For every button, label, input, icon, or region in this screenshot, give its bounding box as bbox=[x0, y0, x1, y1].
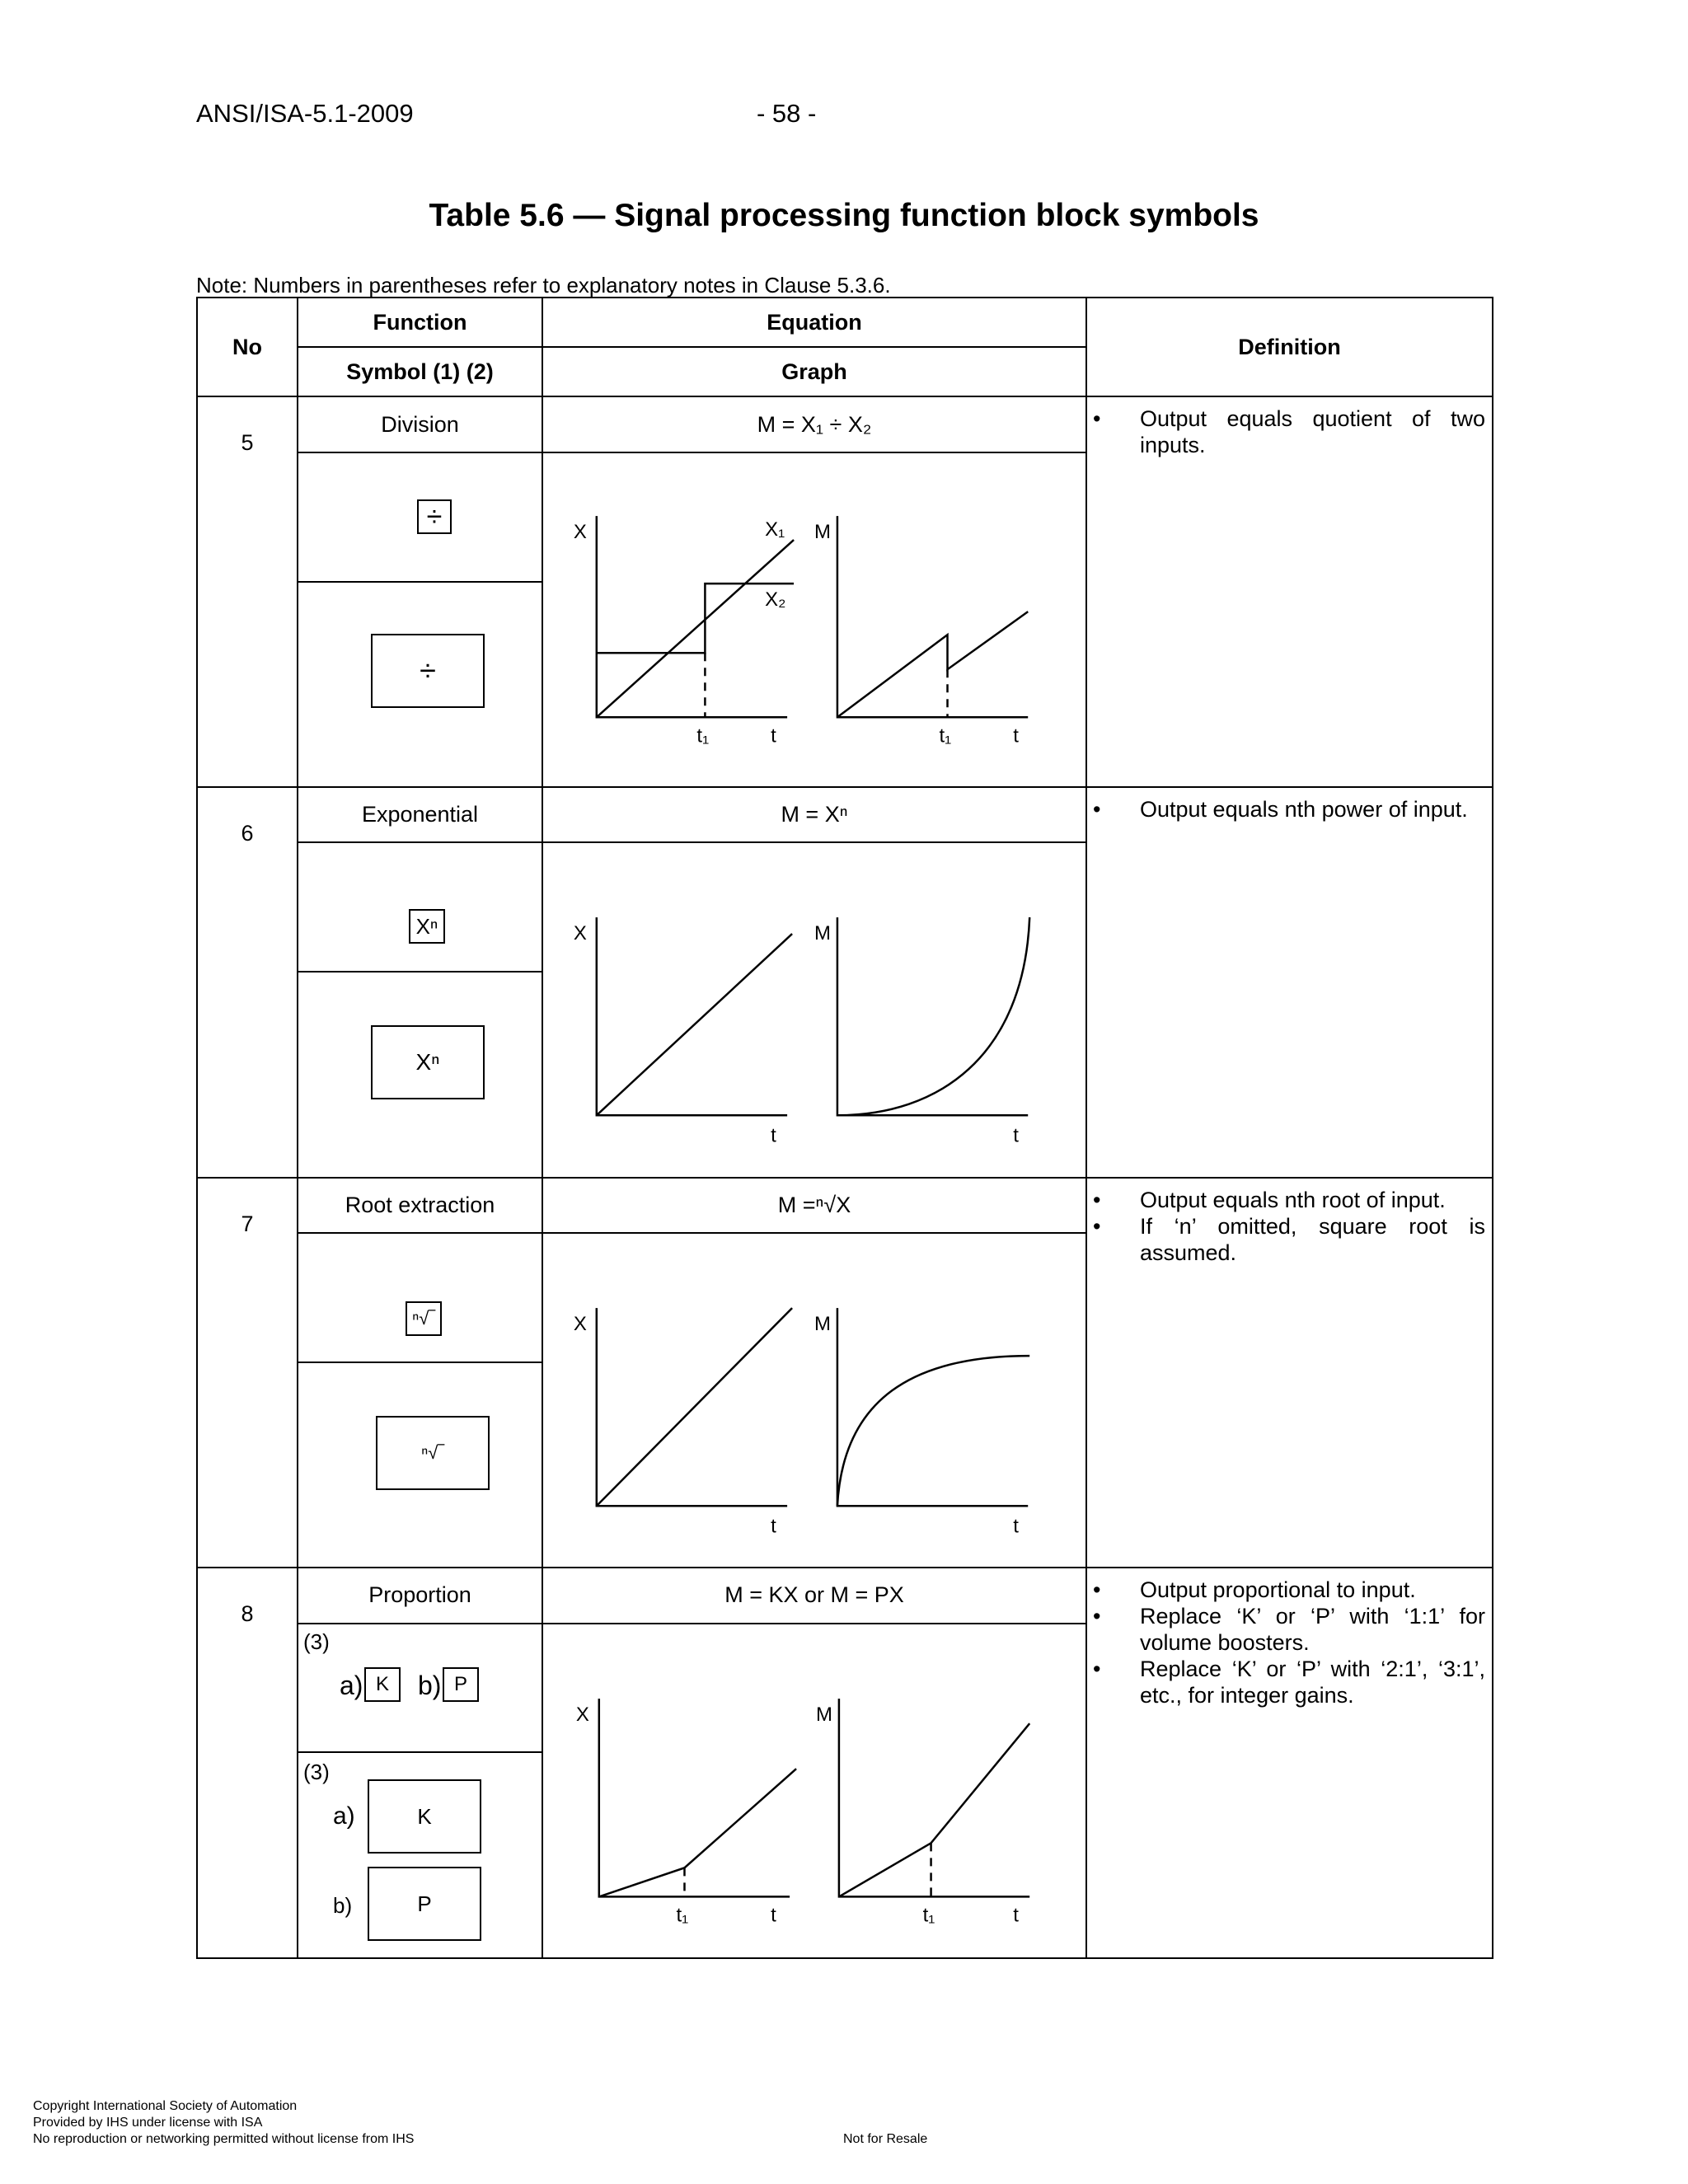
graph-axis-x: X bbox=[573, 922, 587, 945]
division-graph bbox=[542, 452, 1086, 787]
graph-tick-t1: t₁ bbox=[922, 1903, 935, 1926]
page-number: - 58 - bbox=[757, 99, 817, 128]
division-symbol-small: ÷ bbox=[417, 499, 452, 534]
definition-item: • Output proportional to input. bbox=[1140, 1577, 1485, 1603]
graph-axis-x: X bbox=[573, 520, 587, 543]
graph-tick-t1: t₁ bbox=[676, 1903, 689, 1926]
graph-tick-t: t bbox=[1013, 1124, 1019, 1147]
definition-item: • Replace ‘K’ or ‘P’ with ‘2:1’, ‘3:1’, etc., for integer gains. bbox=[1140, 1656, 1485, 1708]
graph-tick-t: t bbox=[771, 1124, 776, 1147]
definition-cell bbox=[1086, 396, 1493, 787]
graph-tick-t: t bbox=[1013, 1903, 1019, 1926]
symbol-small-cell bbox=[298, 1233, 542, 1362]
function-name: Division bbox=[298, 396, 542, 452]
symbol-table bbox=[196, 297, 1493, 1959]
graph-axis-x: X bbox=[575, 1703, 589, 1726]
definition-cell bbox=[1086, 1568, 1493, 1958]
symbol-small-cell bbox=[298, 452, 542, 582]
definition-item: • Replace ‘K’ or ‘P’ with ‘1:1’ for volume boosters. bbox=[1140, 1603, 1485, 1656]
equation: M = Xⁿ bbox=[542, 787, 1086, 842]
equation: M = KX or M = PX bbox=[542, 1568, 1086, 1623]
graph-axis-m: M bbox=[814, 1312, 831, 1336]
definition-item: • Output equals quotient of two inputs. bbox=[1140, 405, 1485, 458]
definition-item: • Output equals nth power of input. bbox=[1140, 796, 1485, 823]
division-symbol-large: ÷ bbox=[371, 634, 485, 708]
equation: M =ⁿ√X bbox=[542, 1178, 1086, 1233]
exponent-symbol-small: Xⁿ bbox=[409, 909, 445, 944]
p-symbol-large: P bbox=[368, 1867, 481, 1941]
option-a-label: a) bbox=[333, 1802, 355, 1830]
k-symbol-small: K bbox=[364, 1667, 401, 1702]
symbol-large-cell bbox=[298, 972, 542, 1177]
header-definition: Definition bbox=[1086, 298, 1493, 396]
definition-item: • Output equals nth root of input. bbox=[1140, 1187, 1485, 1213]
graph-tick-t: t bbox=[1013, 724, 1019, 748]
graph-tick-t1: t₁ bbox=[939, 724, 952, 748]
p-symbol-small: P bbox=[443, 1667, 479, 1702]
k-symbol-large: K bbox=[368, 1779, 481, 1854]
equation: M = X₁ ÷ X₂ bbox=[542, 396, 1086, 452]
option-a-label: a) bbox=[340, 1670, 363, 1700]
graph-axis-m: M bbox=[814, 520, 831, 543]
function-name: Proportion bbox=[298, 1568, 542, 1623]
proportion-graph bbox=[542, 1624, 1086, 1959]
function-name: Exponential bbox=[298, 787, 542, 842]
header-symbol: Symbol (1) (2) bbox=[298, 347, 542, 396]
graph-axis-x: X bbox=[573, 1312, 587, 1336]
function-name: Root extraction bbox=[298, 1178, 542, 1233]
root-symbol-large: ⁿ√‾ bbox=[376, 1416, 490, 1490]
header-no: No bbox=[197, 298, 298, 396]
note-reference: (3) bbox=[303, 1760, 330, 1785]
graph-axis-m: M bbox=[814, 922, 831, 945]
table-title: Table 5.6 — Signal processing function block symbols bbox=[429, 198, 1259, 233]
exponent-symbol-large: Xⁿ bbox=[371, 1025, 485, 1099]
graph-axis-m: M bbox=[815, 1703, 832, 1726]
graph-label-x2: X₂ bbox=[765, 588, 786, 611]
symbol-small-cell bbox=[298, 1624, 542, 1753]
definition-item: • If ‘n’ omitted, square root is assumed. bbox=[1140, 1213, 1485, 1266]
note-reference: (3) bbox=[303, 1629, 330, 1654]
graph-tick-t: t bbox=[1013, 1515, 1019, 1538]
symbol-large-cell bbox=[298, 582, 542, 787]
root-symbol-small: ⁿ√‾ bbox=[406, 1301, 442, 1336]
graph-tick-t: t bbox=[771, 1903, 776, 1926]
graph-tick-t1: t₁ bbox=[696, 724, 710, 748]
footer-no-reproduction: No reproduction or networking permitted without license from IHS bbox=[33, 2132, 415, 2146]
graph-tick-t: t bbox=[771, 724, 776, 748]
symbol-small-cell bbox=[298, 842, 542, 972]
option-b-label: b) bbox=[418, 1670, 442, 1700]
graph-tick-t: t bbox=[771, 1515, 776, 1538]
exponential-graph bbox=[542, 842, 1086, 1177]
graph-label-x1: X₁ bbox=[765, 518, 785, 541]
footer-license: Provided by IHS under license with ISA bbox=[33, 2116, 263, 2130]
footer-not-for-resale: Not for Resale bbox=[843, 2132, 928, 2146]
option-b-label: b) bbox=[333, 1893, 353, 1919]
document-id: ANSI/ISA-5.1-2009 bbox=[196, 99, 414, 128]
symbol-large-cell bbox=[298, 1362, 542, 1568]
definition-cell bbox=[1086, 1178, 1493, 1568]
definition-cell bbox=[1086, 787, 1493, 1178]
row-number: 5 bbox=[197, 396, 298, 787]
root-graph bbox=[542, 1233, 1086, 1568]
table-note: Note: Numbers in parentheses refer to explanatory notes in Clause 5.3.6. bbox=[196, 273, 891, 298]
row-number: 6 bbox=[197, 787, 298, 1178]
symbol-large-cell bbox=[298, 1752, 542, 1958]
header-function: Function bbox=[298, 298, 542, 347]
footer-copyright: Copyright International Society of Automation bbox=[33, 2099, 298, 2113]
row-number: 7 bbox=[197, 1178, 298, 1568]
row-number: 8 bbox=[197, 1568, 298, 1958]
header-equation: Equation bbox=[542, 298, 1086, 347]
header-graph: Graph bbox=[542, 347, 1086, 396]
